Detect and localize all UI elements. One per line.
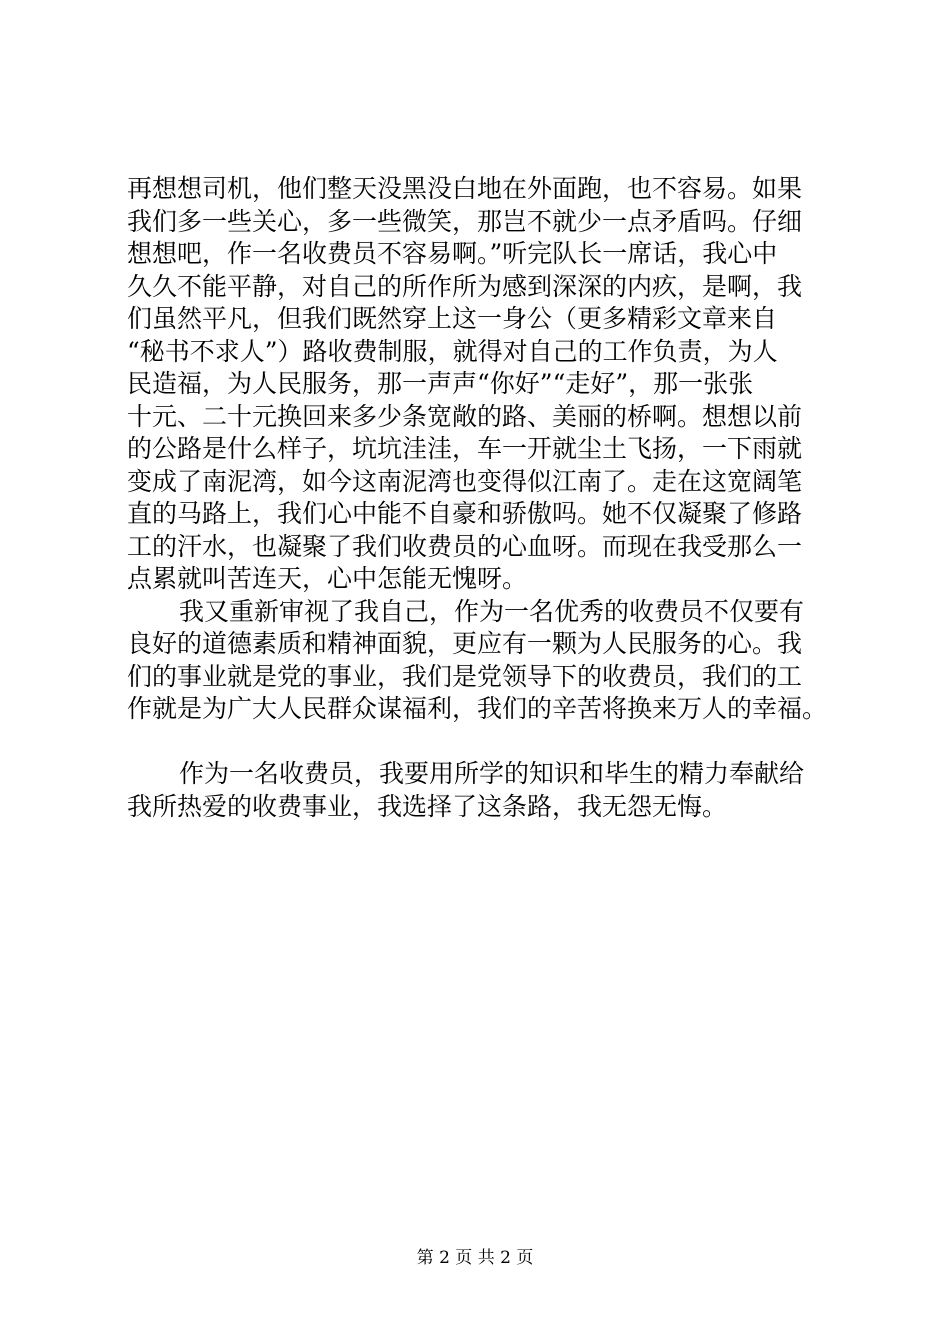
text-line: “秘书不求人”）路收费制服，就得对自己的工作负责，为人 bbox=[127, 336, 778, 366]
paragraph-3 bbox=[127, 758, 847, 823]
text-line: 久久不能平静，对自己的所作所为感到深深的内疚，是啊，我 bbox=[127, 271, 803, 301]
page-footer: 第 2 页 共 2 页 bbox=[416, 1248, 534, 1268]
text-line: 点累就叫苦连天，心中怎能无愧呀。 bbox=[127, 564, 528, 593]
paragraph-spacer bbox=[127, 726, 847, 759]
text-line: 我所热爱的收费事业，我选择了这条路，我无怨无悔。 bbox=[127, 791, 728, 821]
text-line: 直的马路上，我们心中能不自豪和骄傲吗。她不仅凝聚了修路 bbox=[127, 499, 803, 528]
text-line: 再想想司机，他们整天没黑没白地在外面跑，也不容易。如果 bbox=[127, 174, 803, 203]
text-line: 十元、二十元换回来多少条宽敞的路、美丽的桥啊。想想以前 bbox=[127, 401, 803, 431]
text-line: 工的汗水，也凝聚了我们收费员的心血呀。而现在我受那么一 bbox=[127, 531, 803, 561]
paragraph-2 bbox=[127, 596, 847, 726]
text-line: 作为一名收费员，我要用所学的知识和毕生的精力奉献给 bbox=[179, 759, 805, 788]
text-line: 变成了南泥湾，如今这南泥湾也变得似江南了。走在这宽阔笔 bbox=[127, 466, 803, 496]
paragraph-1 bbox=[127, 173, 847, 596]
text-line: 的公路是什么样子，坑坑洼洼，车一开就尘土飞扬，一下雨就 bbox=[127, 434, 803, 463]
text-line: 们的事业就是党的事业，我们是党领导下的收费员，我们的工 bbox=[127, 661, 803, 691]
text-line: 我们多一些关心，多一些微笑，那岂不就少一点矛盾吗。仔细 bbox=[127, 206, 803, 236]
text-line: 作就是为广大人民群众谋福利，我们的辛苦将换来万人的幸福。 bbox=[127, 694, 828, 723]
text-line: 我又重新审视了我自己，作为一名优秀的收费员不仅要有 bbox=[179, 596, 805, 626]
text-line: 们虽然平凡，但我们既然穿上这一身公（更多精彩文章来自 bbox=[127, 304, 778, 333]
text-line: 良好的道德素质和精神面貌，更应有一颗为人民服务的心。我 bbox=[127, 629, 803, 658]
text-line: 想想吧，作一名收费员不容易啊。”听完队长一席话，我心中 bbox=[127, 239, 778, 268]
text-line: 民造福，为人民服务，那一声声“你好”“走好”，那一张张 bbox=[127, 369, 754, 398]
body-text bbox=[127, 173, 847, 823]
